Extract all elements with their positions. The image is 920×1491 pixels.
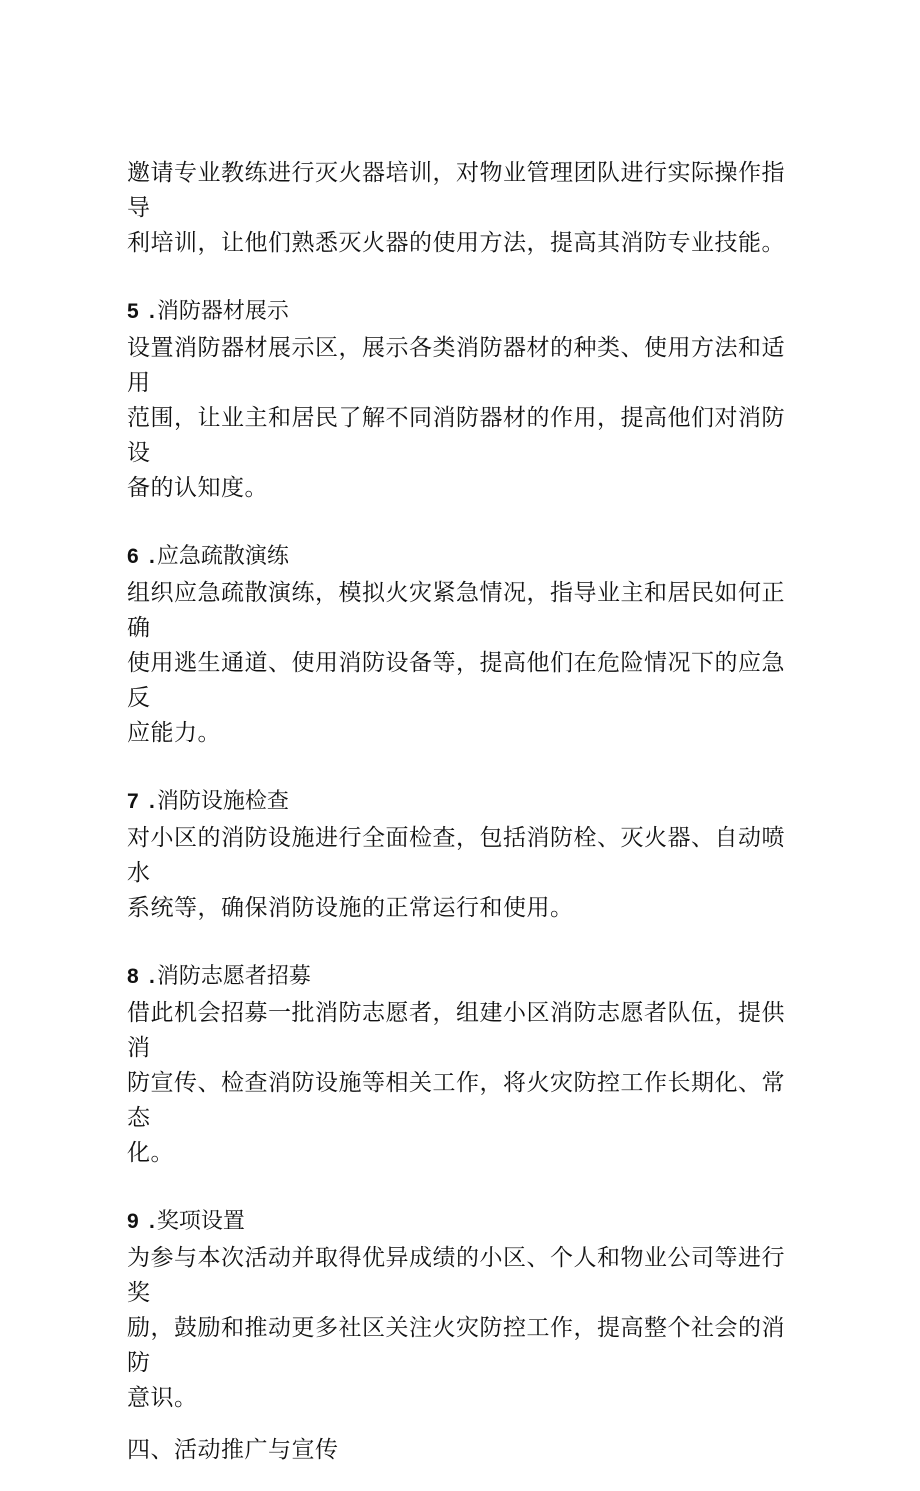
section-heading	[127, 1204, 807, 1239]
section-item-6	[127, 539, 807, 751]
paragraph-line: 借此机会招募一批消防志愿者，组建小区消防志愿者队伍，提供消	[127, 1000, 785, 1061]
paragraph-line: 为参与本次活动并取得优异成绩的小区、个人和物业公司等进行奖	[127, 1245, 785, 1306]
section-number: 8	[127, 965, 139, 988]
document-content	[127, 156, 807, 1491]
paragraph-line: 防宣传、检查消防设施等相关工作，将火灾防控工作长期化、常态	[127, 1070, 785, 1131]
paragraph-line: 对小区的消防设施进行全面检查，包括消防栓、灭火器、自动喷水	[127, 825, 785, 886]
section-dot: .	[149, 300, 155, 323]
section-title: 消防设施检查	[156, 789, 289, 814]
section-item-7	[127, 784, 807, 926]
paragraph-line: 意识。	[127, 1385, 198, 1411]
paragraph-line: 使用逃生通道、使用消防设备等，提高他们在危险情况下的应急反	[127, 650, 785, 711]
section-heading	[127, 294, 807, 329]
section-number: 9	[127, 1210, 139, 1233]
section-heading	[127, 539, 807, 574]
paragraph-line: 应能力。	[127, 720, 221, 746]
section-heading	[127, 959, 807, 994]
section-item-5	[127, 294, 807, 506]
section-dot: .	[149, 965, 155, 988]
section-number: 7	[127, 790, 139, 813]
section-title: 消防志愿者招募	[156, 964, 311, 989]
section-number: 5	[127, 300, 139, 323]
section-item-8	[127, 959, 807, 1171]
next-section-title: 四、活动推广与宣传	[127, 1437, 339, 1463]
section-title: 奖项设置	[156, 1209, 245, 1234]
section-dot: .	[149, 545, 155, 568]
paragraph-line: 系统等，确保消防设施的正常运行和使用。	[127, 895, 574, 921]
section-heading	[127, 784, 807, 819]
paragraph-line: 备的认知度。	[127, 475, 268, 501]
section-number: 6	[127, 545, 139, 568]
section-title: 消防器材展示	[156, 299, 289, 324]
paragraph-line: 范围，让业主和居民了解不同消防器材的作用，提高他们对消防设	[127, 405, 785, 466]
paragraph-line: 励，鼓励和推动更多社区关注火灾防控工作，提高整个社会的消防	[127, 1315, 785, 1376]
section-dot: .	[149, 1210, 155, 1233]
section-item-9	[127, 1204, 807, 1416]
section-title: 应急疏散演练	[156, 544, 289, 569]
intro-paragraph	[127, 156, 807, 261]
section-dot: .	[149, 790, 155, 813]
intro-line: 邀请专业教练进行灭火器培训，对物业管理团队进行实际操作指导	[127, 160, 785, 221]
paragraph-line: 化。	[127, 1140, 174, 1166]
intro-line: 利培训，让他们熟悉灭火器的使用方法，提高其消防专业技能。	[127, 230, 785, 256]
paragraph-line: 设置消防器材展示区，展示各类消防器材的种类、使用方法和适用	[127, 335, 785, 396]
paragraph-line: 组织应急疏散演练，模拟火灾紧急情况，指导业主和居民如何正确	[127, 580, 785, 641]
